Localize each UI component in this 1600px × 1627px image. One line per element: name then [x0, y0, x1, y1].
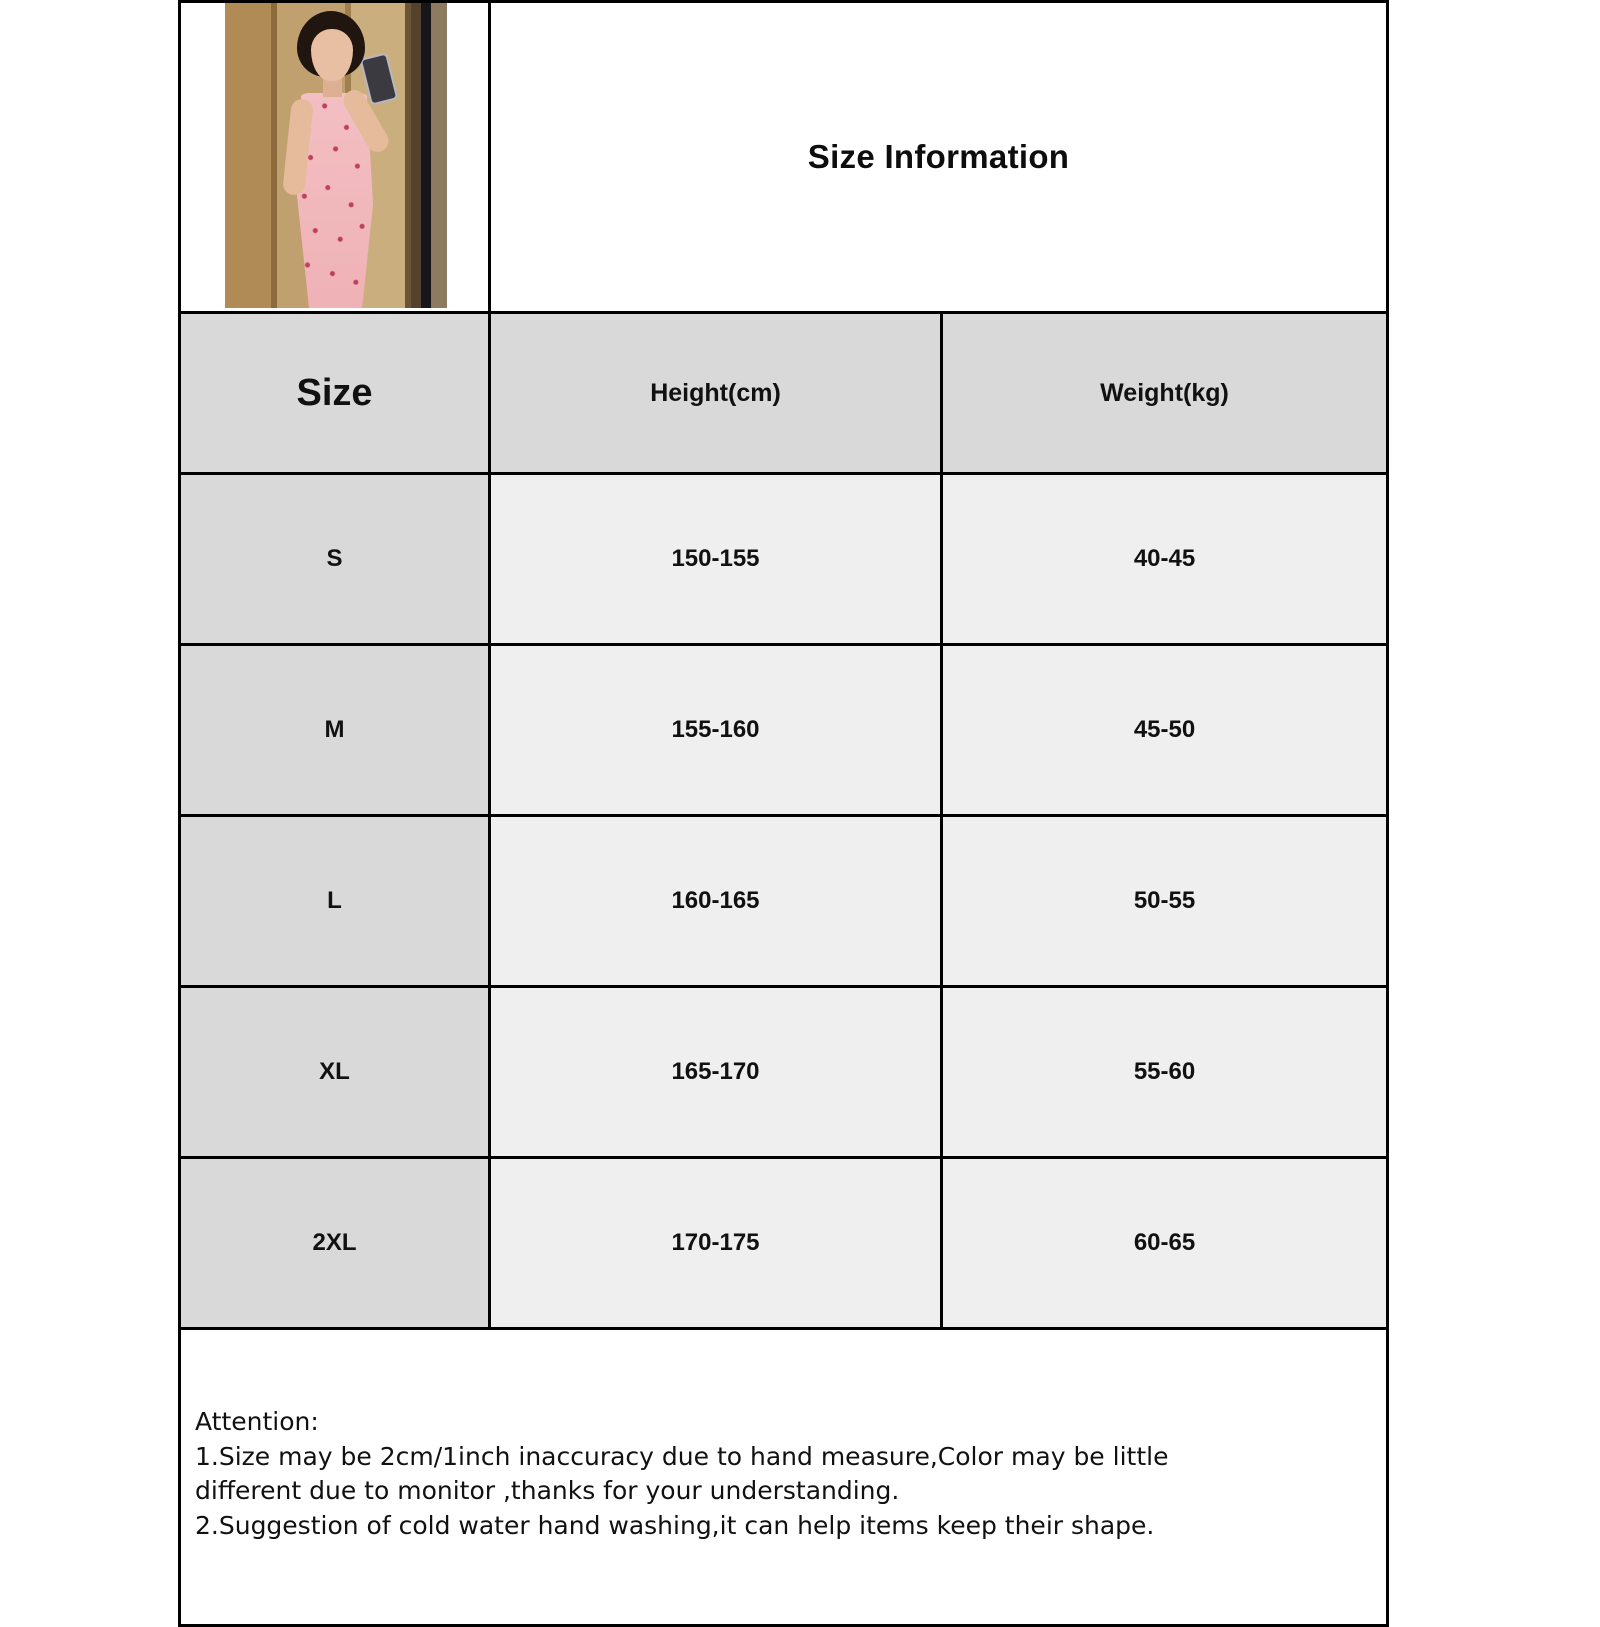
page-title: Size Information	[807, 138, 1070, 175]
table-row	[180, 1158, 1388, 1329]
cell-size-m: M	[180, 645, 490, 816]
column-header-height-label: Height(cm)	[650, 378, 781, 407]
column-header-height	[490, 313, 942, 474]
cell-weight-xl: 55-60	[942, 987, 1388, 1158]
table-row	[180, 474, 1388, 645]
table-row-attention	[180, 1329, 1388, 1626]
column-header-weight	[942, 313, 1388, 474]
size-information-table	[178, 0, 1389, 1627]
table-row-header-top	[180, 2, 1388, 313]
cell-size-s: S	[180, 474, 490, 645]
cell-height-2xl: 170-175	[490, 1158, 942, 1329]
cell-size-2xl: 2XL	[180, 1158, 490, 1329]
column-header-weight-label: Weight(kg)	[1100, 378, 1229, 407]
cell-height-s: 150-155	[490, 474, 942, 645]
column-header-size	[180, 313, 490, 474]
cell-height-m: 155-160	[490, 645, 942, 816]
table-row	[180, 816, 1388, 987]
cell-weight-m: 45-50	[942, 645, 1388, 816]
product-photo	[225, 3, 447, 308]
cell-height-xl: 165-170	[490, 987, 942, 1158]
cell-size-l: L	[180, 816, 490, 987]
cell-weight-2xl: 60-65	[942, 1158, 1388, 1329]
table-row	[180, 987, 1388, 1158]
column-header-size-label: Size	[296, 371, 373, 414]
table-row	[180, 645, 1388, 816]
table-row-column-headers	[180, 313, 1388, 474]
attention-line-1: 1.Size may be 2cm/1inch inaccuracy due to hand measure,Color may be little	[195, 1441, 1169, 1471]
attention-heading: Attention:	[195, 1407, 319, 1436]
cell-size-xl: XL	[180, 987, 490, 1158]
title-cell	[490, 2, 1388, 313]
product-photo-cell	[180, 2, 490, 313]
cell-height-l: 160-165	[490, 816, 942, 987]
cell-weight-s: 40-45	[942, 474, 1388, 645]
attention-note	[180, 1329, 1388, 1626]
mirror-edge	[421, 3, 431, 308]
attention-line-2: different due to monitor ,thanks for your understanding.	[195, 1476, 900, 1505]
attention-line-3: 2.Suggestion of cold water hand washing,it can help items keep their shape.	[195, 1510, 1155, 1540]
cell-weight-l: 50-55	[942, 816, 1388, 987]
